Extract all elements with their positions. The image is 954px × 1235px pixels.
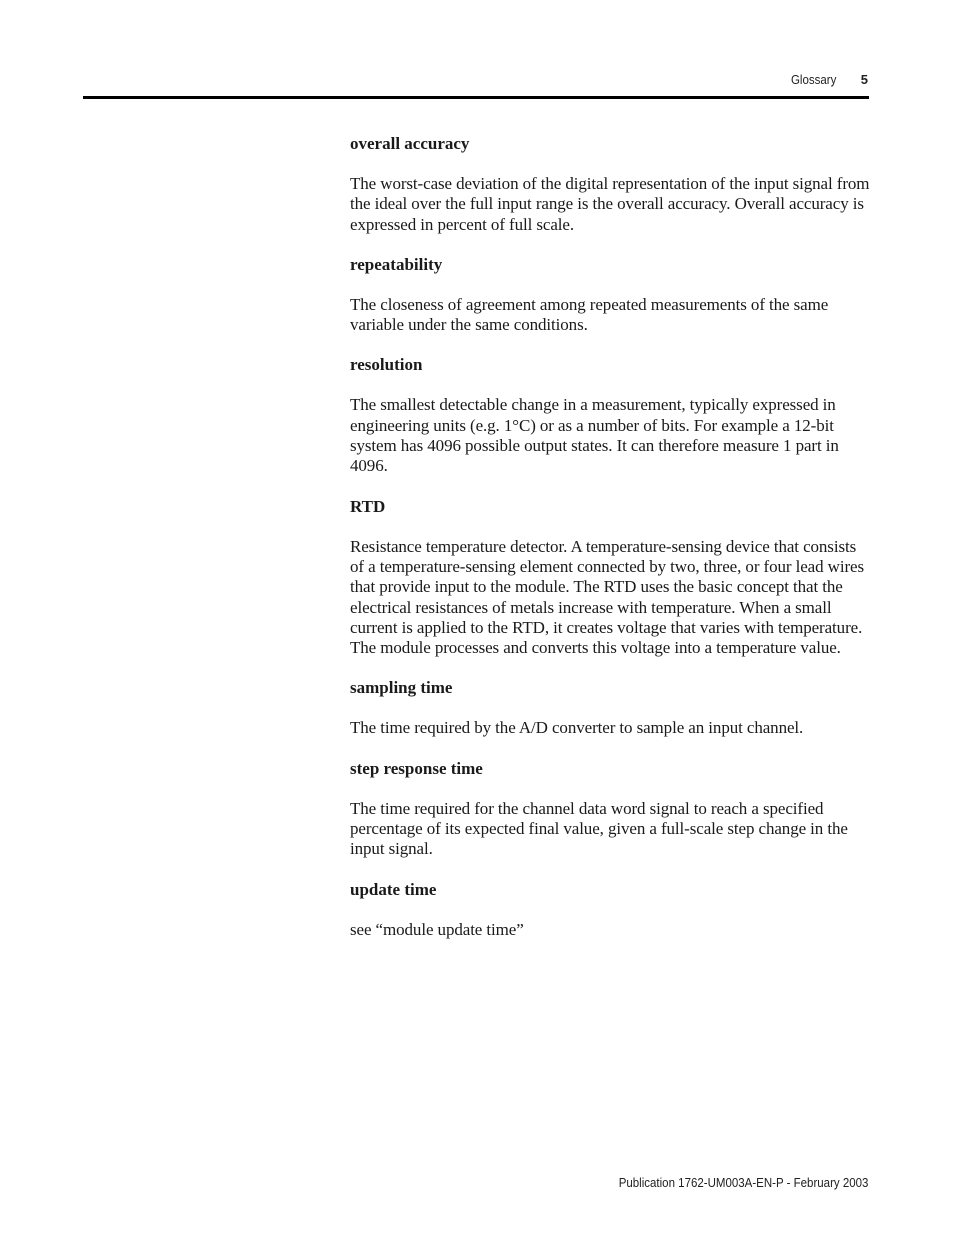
glossary-definition: The worst-case deviation of the digital representation of the input signal from the ideal over the full input range is the overall accuracy. Overall accuracy is expressed in percent of full scale. xyxy=(350,174,870,234)
glossary-definition: Resistance temperature detector. A temperature-sensing device that consists of a temperature-sensing element connected by two, three, or four lead wires that provide input to the module. The RTD uses the basic concept that the electrical resistances of metals increase with temperature. When a small current is applied to the RTD, it creates voltage that varies with temperature. The module processes and converts this voltage into a temperature value. xyxy=(350,536,864,658)
running-header xyxy=(787,72,868,87)
glossary-term: RTD xyxy=(350,496,386,516)
glossary-entry xyxy=(350,255,870,336)
glossary-entry xyxy=(350,355,870,476)
header-rule xyxy=(83,96,869,99)
glossary-entry xyxy=(350,880,870,940)
glossary-entry xyxy=(350,134,870,235)
page-number: 5 xyxy=(860,72,868,87)
glossary-entry xyxy=(350,759,870,860)
glossary-term: resolution xyxy=(350,355,423,375)
glossary-term: repeatability xyxy=(350,254,443,274)
glossary-definition: The smallest detectable change in a measurement, typically expressed in engineering units (e.g. 1°C) or as a number of bits. For example a 12-bit system has 4096 possible output states. It can therefore measure 1 part in 4096. xyxy=(350,395,839,476)
glossary-content xyxy=(350,134,870,960)
glossary-definition: see “module update time” xyxy=(350,919,524,939)
glossary-term: update time xyxy=(350,879,437,899)
glossary-definition: The time required for the channel data word signal to reach a specified percentage of its expected final value, given a full-scale step change in the input signal. xyxy=(350,798,848,859)
glossary-term: overall accuracy xyxy=(350,134,470,153)
publication-footer: Publication 1762-UM003A-EN-P - February 2003 xyxy=(618,1176,868,1190)
glossary-entry xyxy=(350,497,870,659)
glossary-term: step response time xyxy=(350,758,483,778)
glossary-definition: The time required by the A/D converter to sample an input channel. xyxy=(350,718,804,738)
section-title: Glossary xyxy=(791,73,837,87)
glossary-entry xyxy=(350,678,870,738)
glossary-term: sampling time xyxy=(350,678,453,698)
glossary-definition: The closeness of agreement among repeated measurements of the same variable under the same conditions. xyxy=(350,294,829,335)
